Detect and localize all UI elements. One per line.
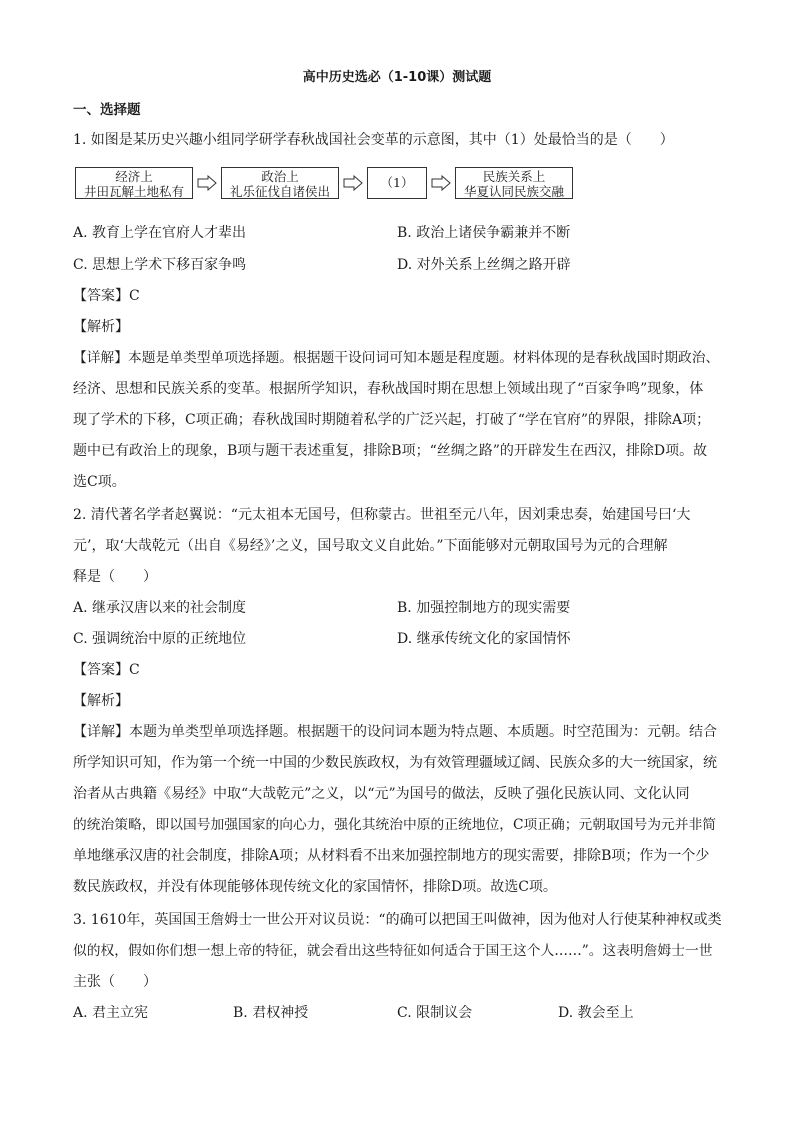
- q3-stem-line: 似的权，假如你们想一想上帝的特征，就会看出这些特征如何适合于国王这个人……”。这表明詹姆士一世: [73, 943, 713, 959]
- q2-option-a: A. 继承汉唐以来的社会制度: [73, 600, 247, 616]
- q1-detail-line: 【详解】本题是单类型单项选择题。根据题干设问词可知本题是程度题。材料体现的是春秋战国时期政治、: [73, 350, 720, 366]
- diagram-box-politics: [221, 167, 339, 199]
- diagram-box-text: 礼乐征伐自诸侯出: [229, 184, 330, 199]
- arrow-icon: [431, 175, 451, 191]
- q2-stem-line: 释是（ ）: [73, 569, 157, 585]
- diagram-box-text: 井田瓦解土地私有: [83, 184, 184, 199]
- q1-detail-line: 经济、思想和民族关系的变革。根据所学知识，春秋战国时期在思想上领域出现了“百家争鸣”现象，体: [73, 381, 704, 397]
- q2-detail-line: 【详解】本题为单类型单项选择题。根据题干的设问词本题为特点题、本质题。时空范围为：元朝。结合: [73, 724, 717, 740]
- q3-stem-line: 主张（ ）: [73, 974, 157, 990]
- q1-detail-line: 现了学术的下移，C项正确；春秋战国时期随着私学的广泛兴起，打破了“学在官府”的界限，排除A项；: [73, 412, 711, 428]
- q3-option-b: B. 君权神授: [233, 1005, 309, 1021]
- q1-option-a: A. 教育上学在官府人才辈出: [73, 225, 247, 241]
- q2-detail-line: 所学知识可知，作为第一个统一中国的少数民族政权，为有效管理疆域辽阔、民族众多的大一统国家，统: [73, 755, 717, 771]
- section-heading: 一、选择题: [73, 102, 141, 118]
- q3-stem-line: 3. 1610年，英国国王詹姆士一世公开对议员说：“的确可以把国王叫做神，因为他对人行使某种神权或类: [73, 912, 722, 928]
- diagram-box-title: （1）: [380, 175, 414, 190]
- q1-option-d: D. 对外关系上丝绸之路开辟: [397, 257, 571, 273]
- q2-option-d: D. 继承传统文化的家国情怀: [397, 631, 571, 647]
- q2-option-b: B. 加强控制地方的现实需要: [397, 600, 571, 616]
- q3-option-d: D. 教会至上: [558, 1005, 634, 1021]
- q2-detail-line: 治者从古典籍《易经》中取“大哉乾元”之义，以“元”为国号的做法，反映了强化民族认同、文化认同: [73, 786, 690, 802]
- q1-analysis-label: 【解析】: [73, 319, 129, 335]
- diagram-box-ethnic: [455, 167, 573, 199]
- q3-option-a: A. 君主立宪: [73, 1005, 149, 1021]
- diagram-box-economy: [75, 167, 193, 199]
- diagram-box-title: 民族关系上: [482, 169, 546, 184]
- q1-option-c: C. 思想上学术下移百家争鸣: [73, 257, 247, 273]
- diagram-box-text: 华夏认同民族交融: [463, 184, 564, 199]
- arrow-icon: [343, 175, 363, 191]
- q1-stem: 1. 如图是某历史兴趣小组同学研学春秋战国社会变革的示意图，其中（1）处最恰当的是（ ）: [73, 132, 674, 148]
- diagram-box-blank: [367, 167, 427, 199]
- q3-option-c: C. 限制议会: [397, 1005, 473, 1021]
- q1-detail-line: 题中已有政治上的现象，B项与题干表述重复，排除B项；“丝绸之路”的开辟发生在西汉，排除D项。故: [73, 443, 708, 459]
- q1-detail-line: 选C项。: [73, 474, 126, 490]
- diagram-box-title: 政治上: [261, 169, 299, 184]
- q2-analysis-label: 【解析】: [73, 693, 129, 709]
- page-title: 高中历史选必（1-10课）测试题: [302, 70, 492, 85]
- q1-answer: 【答案】C: [73, 288, 140, 304]
- q2-detail-line: 的统治策略，即以国号加强国家的向心力，强化其统治中原的正统地位，C项正确；元朝取国号为元并非简: [73, 817, 717, 833]
- q2-stem-line: 2. 清代著名学者赵翼说：“元太祖本无国号，但称蒙古。世祖至元八年，因刘秉忠奏，始建国号曰‘大: [73, 507, 691, 523]
- q2-detail-line: 单地继承汉唐的社会制度，排除A项；从材料看不出来加强控制地方的现实需要，排除B项；作为一个少: [73, 848, 710, 864]
- q2-stem-line: 元’，取‘大哉乾元（出自《易经》’之义，国号取文义自此始。”下面能够对元朝取国号为元的合理解: [73, 538, 668, 554]
- q2-detail-line: 数民族政权，并没有体现能够体现传统文化的家国情怀，排除D项。故选C项。: [73, 879, 557, 895]
- q2-answer: 【答案】C: [73, 662, 140, 678]
- q1-option-b: B. 政治上诸侯争霸兼并不断: [397, 225, 571, 241]
- arrow-icon: [197, 175, 217, 191]
- q2-option-c: C. 强调统治中原的正统地位: [73, 631, 247, 647]
- diagram-box-title: 经济上: [115, 169, 153, 184]
